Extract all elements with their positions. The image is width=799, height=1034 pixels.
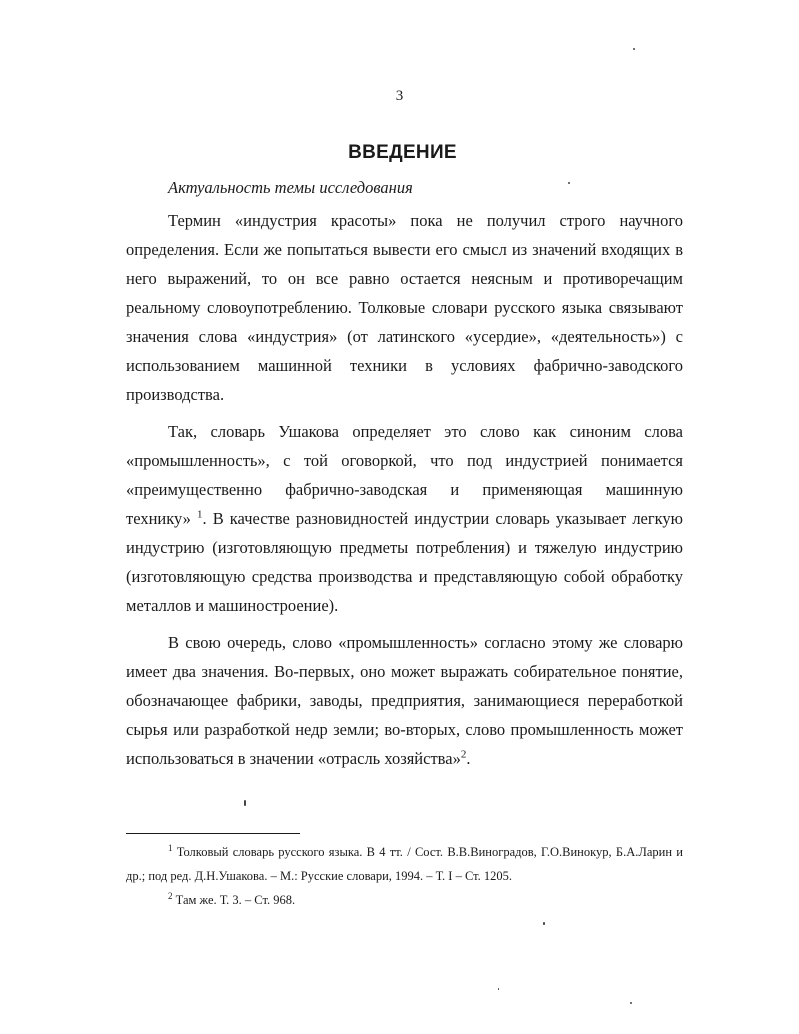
footnote-ref-2: 2	[460, 748, 467, 761]
chapter-title: ВВЕДЕНИЕ	[348, 142, 457, 163]
scan-speck	[543, 922, 545, 925]
scan-speck	[633, 48, 635, 50]
footnote-1-mark: 1	[168, 842, 173, 853]
scan-speck	[630, 1002, 632, 1004]
page-number: 3	[395, 88, 404, 104]
scan-speck	[498, 988, 499, 990]
paragraph-2	[126, 417, 683, 620]
paragraph-3	[126, 628, 683, 773]
footnote-divider	[126, 833, 300, 834]
footnote-2	[126, 888, 683, 912]
paragraph-3-text-after: .	[466, 749, 471, 768]
footnote-1-text: Толковый словарь русского языка. В 4 тт. / Сост. В.В.Виноградов, Г.О.Винокур, Б.А.Ларин и др.; под ред. Д.Н.Ушакова. – М.: Русские словари, 1994. – Т. I – Ст. 1205.	[126, 845, 683, 883]
paragraph-3-text-before: В свою очередь, слово «промышленность» согласно этому же словарю имеет два значения. Во-первых, оно может выражать собирательное понятие, обозначающее фабрики, заводы, предприятия, занимающиеся переработкой сырья или разработкой недр земли; во-вторых, слово промышленность может использоваться в значении «отрасль хозяйства»	[126, 633, 683, 768]
scan-speck	[568, 182, 570, 184]
paragraph-1: Термин «индустрия красоты» пока не получил строго научного определения. Если же попытаться вывести его смысл из значений входящих в него выражений, то он все равно остается неясным и противоречащим реальному словоупотреблению. Толковые словари русского языка связывают значения слова «индустрия» (от латинского «усердие», «деятельность») с использованием машинной техники в условиях фабрично-заводского производства.	[126, 211, 683, 404]
scan-speck	[244, 800, 246, 806]
footnote-2-mark: 2	[168, 890, 173, 901]
body-text	[126, 206, 683, 781]
paragraph-2-text-after: . В качестве разновидностей индустрии словарь указывает легкую индустрию (изготовляющую предметы потребления) и тяжелую индустрию (изготовляющую средства производства и представляющую собой обработку металлов и машиностроение).	[126, 509, 684, 615]
footnote-1	[126, 840, 683, 888]
footnote-ref-1: 1	[197, 508, 203, 521]
footnote-2-text: Там же. Т. 3. – Ст. 968.	[175, 893, 296, 907]
section-subheading: Актуальность темы исследования	[168, 178, 413, 197]
paragraph-2-text-before: Так, словарь Ушакова определяет это слово как синоним слова «промышленность», с той оговоркой, что под индустрией понимается «преимущественно фабрично-заводская и применяющая машинную технику»	[126, 422, 683, 528]
footnotes	[126, 840, 683, 912]
